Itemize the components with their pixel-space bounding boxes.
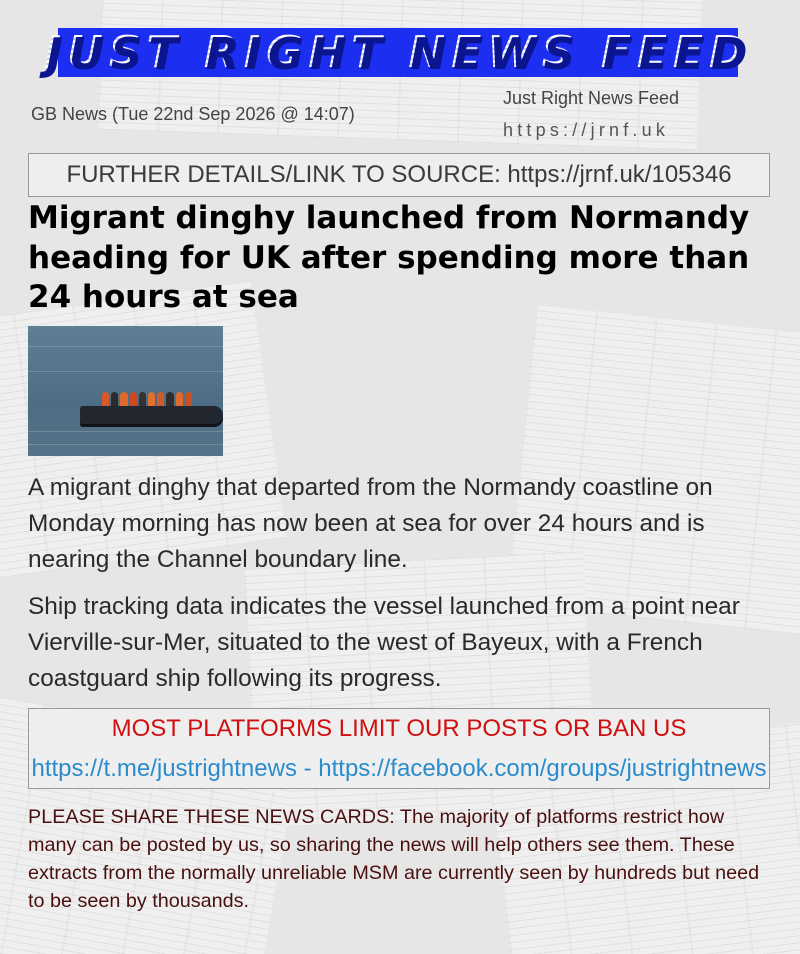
source-and-date: GB News (Tue 22nd Sep 2026 @ 14:07) — [31, 104, 355, 124]
source-link-text[interactable]: FURTHER DETAILS/LINK TO SOURCE: https://jrnf.uk/105346 — [66, 161, 732, 188]
social-links[interactable]: https://t.me/justrightnews - https://facebook.com/groups/justrightnews — [31, 755, 767, 782]
article-paragraph: Ship tracking data indicates the vessel launched from a point near Vierville-sur-Mer, situated to the west of Bayeux, with a French coastguard ship following its progress. — [28, 593, 740, 692]
source-link-box[interactable] — [28, 153, 770, 197]
article-headline: Migrant dinghy launched from Normandy heading for UK after spending more than 24 hours at sea — [28, 200, 750, 315]
brand-name: Just Right News Feed — [503, 88, 680, 108]
platforms-notice — [28, 708, 770, 789]
platforms-warning: MOST PLATFORMS LIMIT OUR POSTS OR BAN US — [111, 715, 687, 742]
article-photo — [28, 326, 223, 456]
brand-url[interactable]: https://jrnf.uk — [503, 120, 670, 140]
share-appeal: PLEASE SHARE THESE NEWS CARDS: The majority of platforms restrict how many can be posted by us, so sharing the news will help others see them. These extracts from the normally unreliable MSM are currently seen by hundreds but need to be seen by thousands. — [28, 806, 760, 912]
article-paragraph: A migrant dinghy that departed from the Normandy coastline on Monday morning has now been at sea for over 24 hours and is nearing the Channel boundary line. — [28, 474, 713, 573]
site-banner — [44, 27, 752, 78]
banner-title: JUST RIGHT NEWS FEED — [44, 27, 752, 78]
